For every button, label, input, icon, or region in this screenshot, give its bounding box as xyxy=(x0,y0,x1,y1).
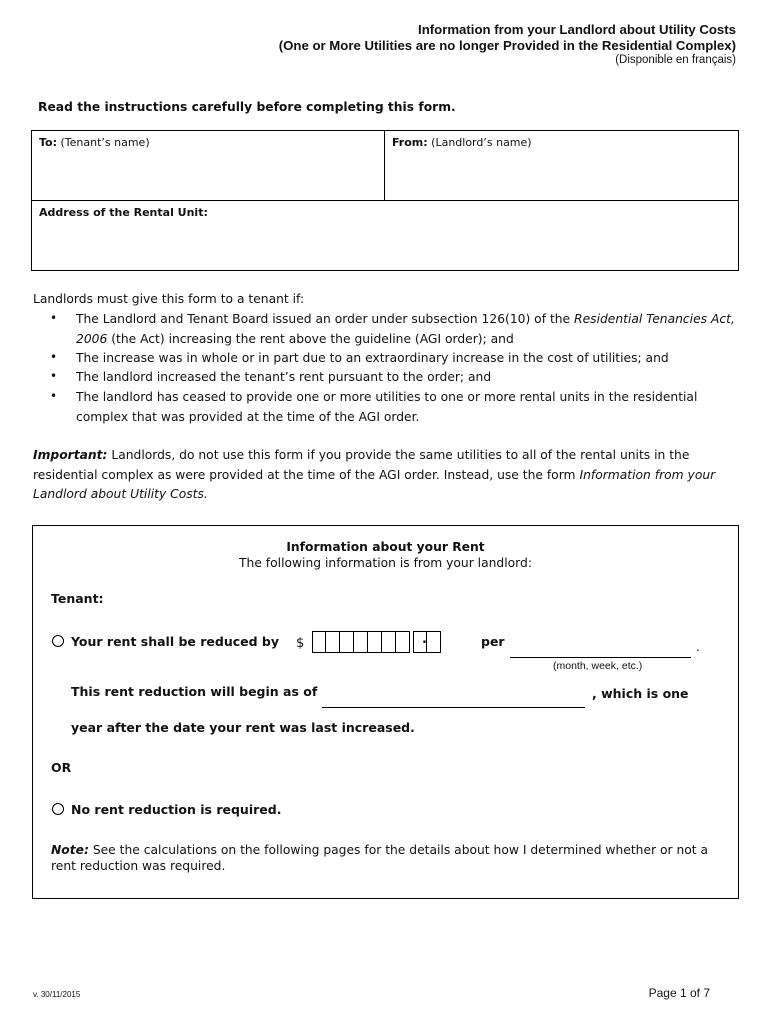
digit-box[interactable] xyxy=(382,631,396,653)
note-paragraph xyxy=(51,842,731,874)
reduction-radio[interactable] xyxy=(52,635,64,647)
important-paragraph xyxy=(33,446,733,505)
french-availability: (Disponible en français) xyxy=(615,54,736,66)
version-label: v. 30/11/2015 xyxy=(33,990,81,999)
note-text: See the calculations on the following pages for the details about how I determined whether or not a rent reduction was required. xyxy=(51,843,709,873)
important-form-name: Information from your Landlord about Utility Costs. xyxy=(33,467,716,501)
digit-box[interactable] xyxy=(326,631,340,653)
condition-4: The landlord has ceased to provide one or more utilities to one or more rental units in the residential complex that was provided at the time of the AGI order. xyxy=(76,390,698,424)
condition-1: The Landlord and Tenant Board issued an order under subsection 126(10) of the Residential Tenancies Act, 2006 (the Act) increasing the rent above the guideline (AGI order); and xyxy=(76,312,735,346)
bullet-icon: • xyxy=(50,311,58,325)
parties-hline xyxy=(32,200,738,201)
digit-box[interactable] xyxy=(396,631,410,653)
digit-box[interactable] xyxy=(340,631,354,653)
begin-label: This rent reduction will begin as of xyxy=(71,684,318,699)
form-subtitle: (One or More Utilities are no longer Provided in the Residential Complex) xyxy=(278,38,736,53)
no-reduction-radio[interactable] xyxy=(52,803,64,815)
option-reduced-label: Your rent shall be reduced by xyxy=(71,634,280,649)
rent-info-box xyxy=(32,525,739,899)
begin-date-input[interactable] xyxy=(322,691,585,708)
instructions: Read the instructions carefully before completing this form. xyxy=(38,100,456,114)
bullet-icon: • xyxy=(50,389,58,403)
bullet-icon: • xyxy=(50,369,58,383)
parties-divider xyxy=(384,131,385,200)
tenant-label: Tenant: xyxy=(51,591,104,606)
bullet-icon: • xyxy=(50,350,58,364)
from-field[interactable] xyxy=(392,136,532,149)
period-input[interactable] xyxy=(510,642,691,658)
dollar-sign: $ xyxy=(296,636,305,651)
from-label: From: xyxy=(392,136,428,149)
conditions-intro: Landlords must give this form to a tenant if: xyxy=(33,292,305,306)
option-no-reduction-label: No rent reduction is required. xyxy=(71,802,282,817)
rent-info-title: Information about your Rent xyxy=(286,540,485,554)
decimal-point: . xyxy=(422,632,427,647)
digit-box[interactable] xyxy=(354,631,368,653)
important-text: Landlords, do not use this form if you provide the same utilities to all of the rental units in the residential complex as were provided at the time of the AGI order. Instead, use the form xyxy=(33,448,690,482)
parties-box xyxy=(31,130,739,271)
form-title: Information from your Landlord about Utility Costs xyxy=(418,22,736,37)
condition-2: The increase was in whole or in part due to an extraordinary increase in the cost of utilities; and xyxy=(76,351,669,365)
to-field[interactable] xyxy=(39,136,150,149)
note-label: Note: xyxy=(51,843,89,857)
rent-info-subtitle: The following information is from your landlord: xyxy=(239,556,532,570)
from-hint: (Landlord’s name) xyxy=(431,136,532,149)
address-field[interactable] xyxy=(39,206,208,219)
or-label: OR xyxy=(51,760,72,775)
per-label: per xyxy=(481,634,505,649)
year-after-text: year after the date your rent was last increased. xyxy=(71,720,415,735)
period-hint: (month, week, etc.) xyxy=(553,660,643,672)
condition-3: The landlord increased the tenant’s rent pursuant to the order; and xyxy=(76,370,492,384)
to-hint: (Tenant’s name) xyxy=(60,136,150,149)
period-end: . xyxy=(696,640,700,654)
digit-box[interactable] xyxy=(312,631,326,653)
page-number: Page 1 of 7 xyxy=(648,986,710,1000)
cents-box[interactable] xyxy=(427,631,441,653)
address-label: Address of the Rental Unit: xyxy=(39,206,208,219)
important-label: Important: xyxy=(33,448,108,462)
which-is-one: , which is one xyxy=(592,686,689,701)
to-label: To: xyxy=(39,136,57,149)
digit-box[interactable] xyxy=(368,631,382,653)
